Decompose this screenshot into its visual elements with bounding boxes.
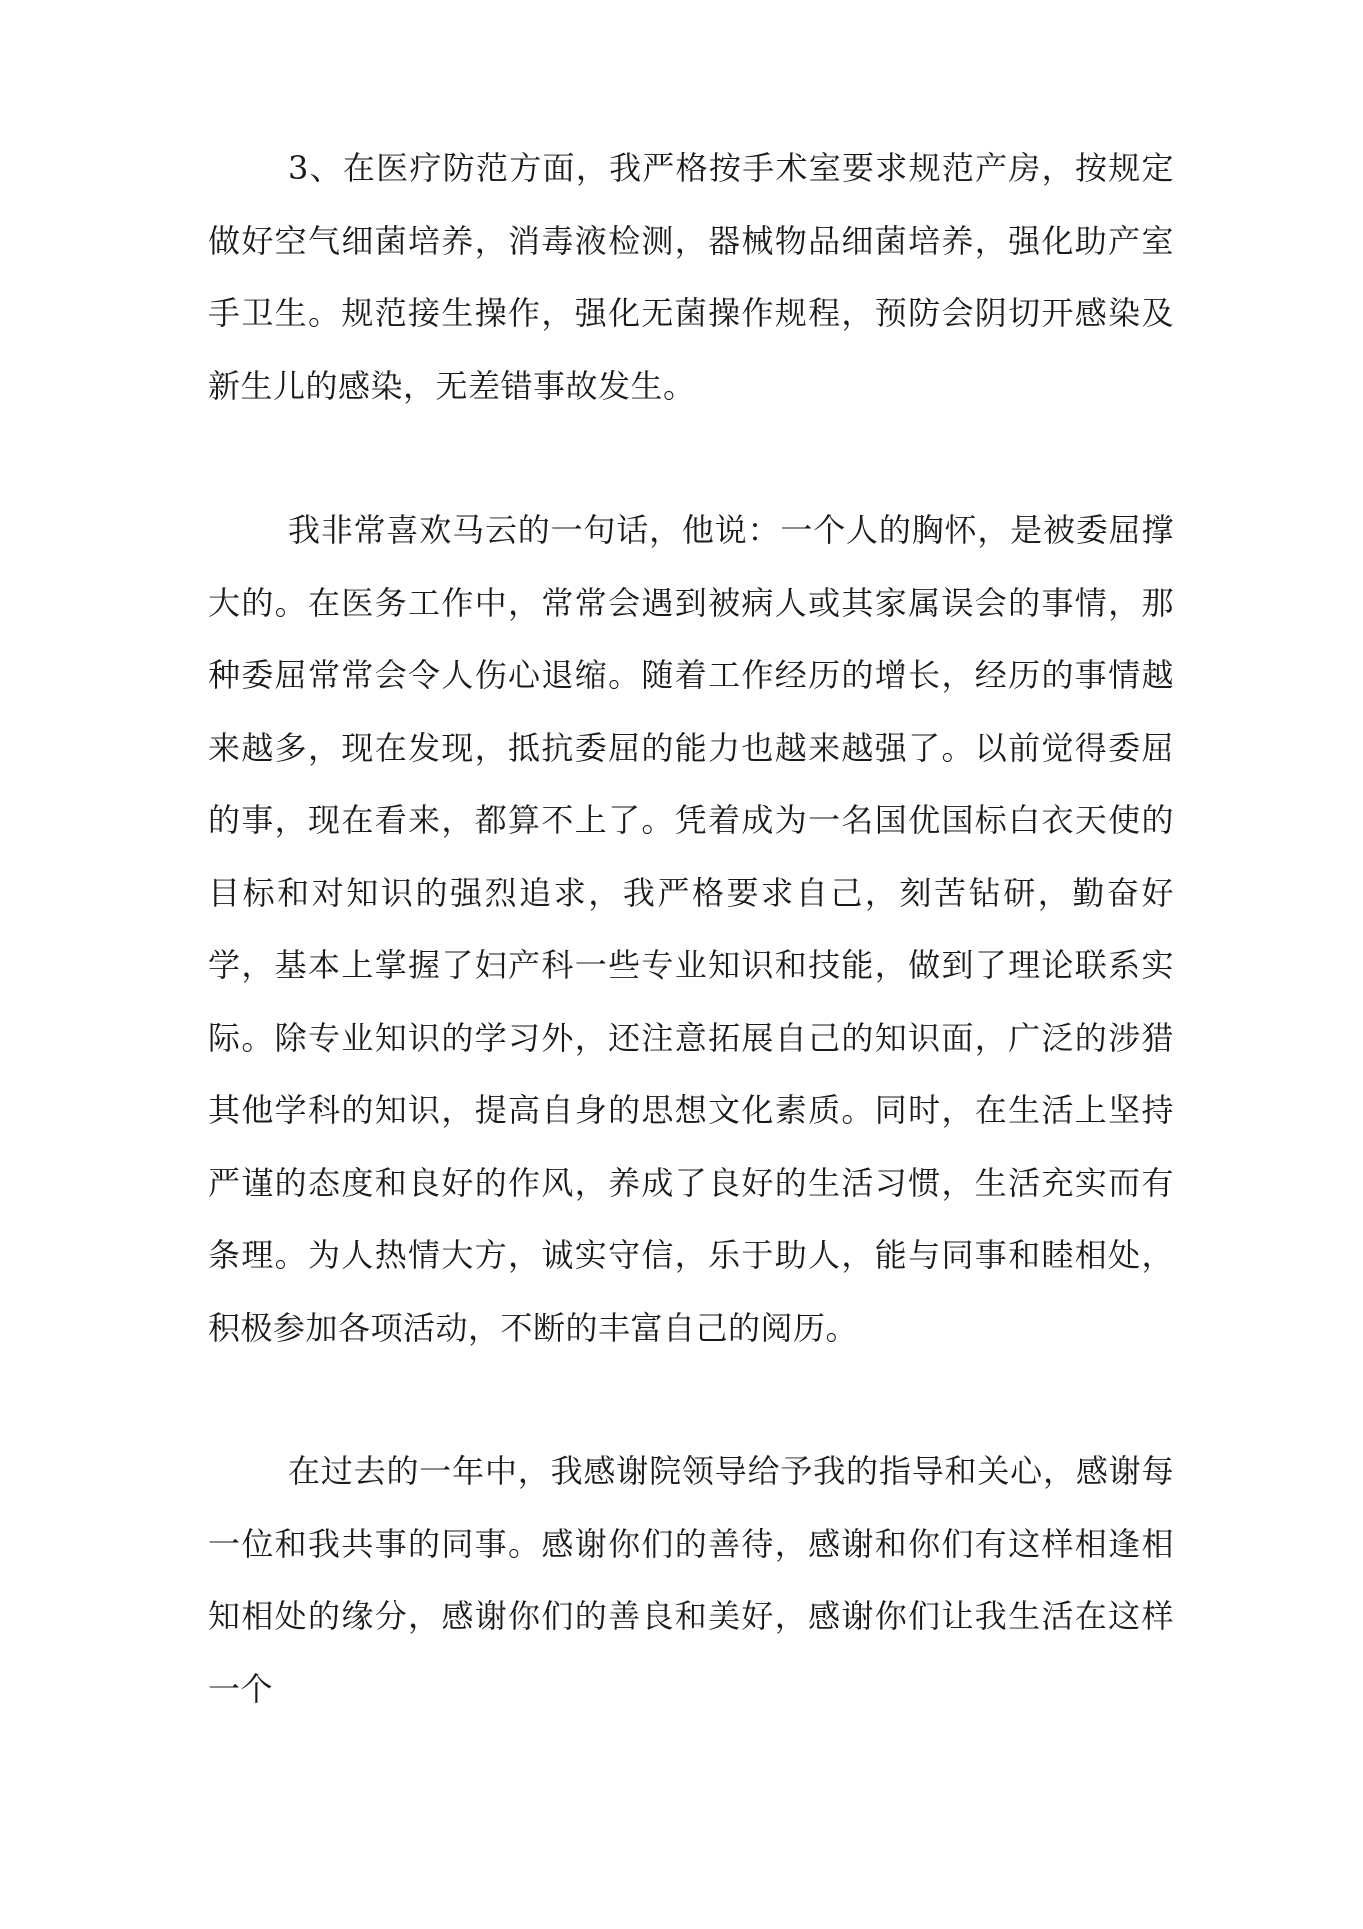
paragraph-personal-growth — [208, 494, 1174, 1364]
paragraph-text: 3、在医疗防范方面，我严格按手术室要求规范产房，按规定做好空气细菌培养，消毒液检测，器械物品细菌培养，强化助产室手卫生。规范接生操作，强化无菌操作规程，预防会阴切开感染及新生儿的感染，无差错事故发生。 — [208, 149, 1174, 405]
paragraph-gratitude — [208, 1435, 1174, 1725]
paragraph-text: 我非常喜欢马云的一句话，他说：一个人的胸怀，是被委屈撑大的。在医务工作中，常常会遇到被病人或其家属误会的事情，那种委屈常常会令人伤心退缩。随着工作经历的增长，经历的事情越来越多，现在发现，抵抗委屈的能力也越来越强了。以前觉得委屈的事，现在看来，都算不上了。凭着成为一名国优国标白衣天使的目标和对知识的强烈追求，我严格要求自己，刻苦钻研，勤奋好学，基本上掌握了妇产科一些专业知识和技能，做到了理论联系实际。除专业知识的学习外，还注意拓展自己的知识面，广泛的涉猎其他学科的知识，提高自身的思想文化素质。同时，在生活上坚持严谨的态度和良好的作风，养成了良好的生活习惯，生活充实而有条理。为人热情大方，诚实守信，乐于助人，能与同事和睦相处，积极参加各项活动，不断的丰富自己的阅历。 — [208, 511, 1174, 1347]
paragraph-medical-prevention — [208, 132, 1174, 422]
paragraph-text: 在过去的一年中，我感谢院领导给予我的指导和关心，感谢每一位和我共事的同事。感谢你们的善待，感谢和你们有这样相逢相知相处的缘分，感谢你们的善良和美好，感谢你们让我生活在这样一个 — [208, 1452, 1174, 1708]
